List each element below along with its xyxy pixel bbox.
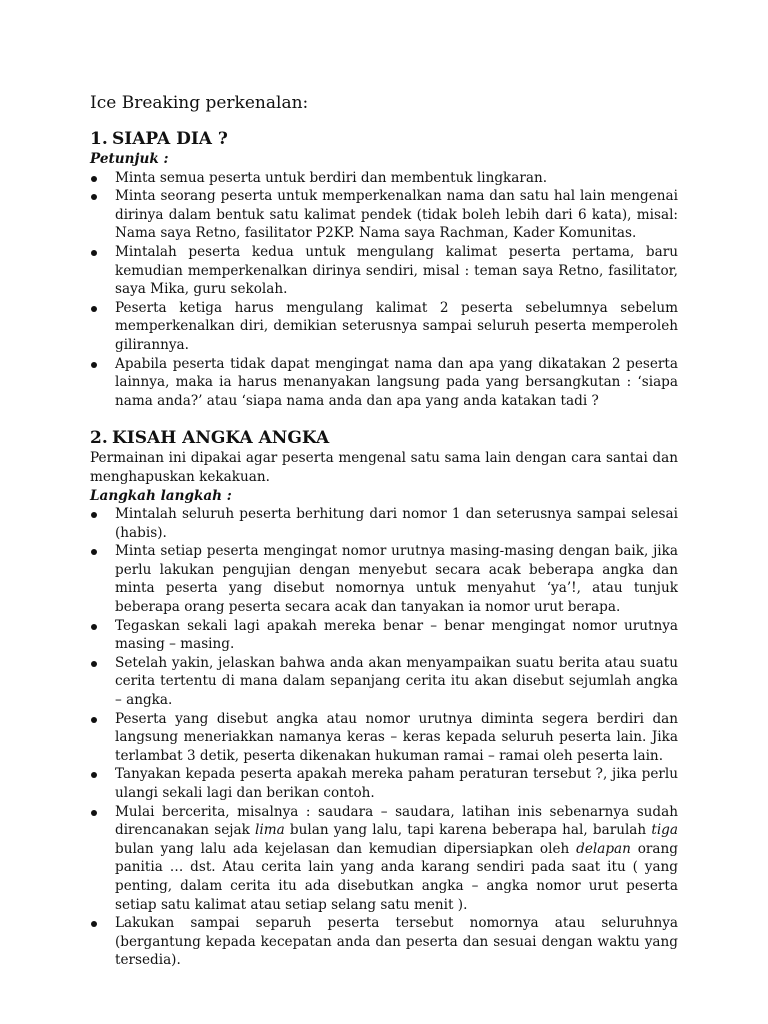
bullet-icon — [91, 772, 97, 778]
bullet-icon — [91, 512, 97, 518]
list-item-text: Minta seorang peserta untuk memperkenalkan nama dan satu hal lain mengenai dirinya dalam bentuk satu kalimat pendek (tidak boleh lebih dari 6 kata), misal: Nama saya Retno, fasilitator P2KP. Nama saya Rachman, Kader Komunitas. — [115, 188, 678, 242]
document-title: Ice Breaking perkenalan: — [90, 93, 309, 113]
list-item — [90, 765, 678, 802]
subheading-petunjuk: Petunjuk : — [90, 151, 169, 167]
list-item-story — [90, 803, 678, 915]
list-item-text: Peserta yang disebut angka atau nomor urutnya diminta segera berdiri dan langsung meneriakkan namanya keras – keras kepada seluruh peserta lain. Jika terlambat 3 detik, peserta dikenakan hukuman ramai – ramai oleh peserta lain. — [115, 710, 678, 764]
instruction-list — [90, 169, 678, 411]
bullet-icon — [91, 810, 97, 816]
subheading-langkah: Langkah langkah : — [90, 487, 232, 504]
section-title: KISAH ANGKA ANGKA — [112, 428, 330, 449]
section-heading — [90, 128, 678, 150]
list-item-text: Minta semua peserta untuk berdiri dan membentuk lingkaran. — [115, 169, 548, 186]
story-word-tiga: tiga — [651, 822, 678, 839]
list-item — [90, 914, 678, 970]
document-body — [90, 92, 678, 970]
story-word-delapan: delapan — [576, 840, 631, 857]
story-text-2: bulan yang lalu, tapi karena beberapa hal, barulah — [284, 822, 652, 839]
list-item — [90, 542, 678, 616]
list-item — [90, 505, 678, 542]
story-word-lima: lima — [255, 822, 285, 839]
bullet-icon — [91, 250, 97, 256]
list-item-text: Peserta ketiga harus mengulang kalimat 2 peserta sebelumnya sebelum memperkenalkan diri, demikian seterusnya sampai seluruh peserta memperoleh gilirannya. — [115, 299, 678, 353]
list-item — [90, 187, 678, 243]
bullet-icon — [91, 549, 97, 555]
list-item — [90, 617, 678, 654]
list-item — [90, 710, 678, 766]
list-item-text: Tanyakan kepada peserta apakah mereka paham peraturan tersebut ?, jika perlu ulangi sekali lagi dan berikan contoh. — [115, 766, 678, 801]
list-item-text: Apabila peserta tidak dapat mengingat nama dan apa yang dikatakan 2 peserta lainnya, maka ia harus menanyakan langsung pada yang bersangkutan : ‘siapa nama anda?’ atau ‘siapa nama anda dan apa yang anda katakan tadi ? — [115, 355, 678, 409]
section-intro: Permainan ini dipakai agar peserta mengenal satu sama lain dengan cara santai dan menghapuskan kekakuan. — [90, 450, 678, 485]
list-item — [90, 654, 678, 710]
bullet-icon — [91, 624, 97, 630]
list-item-text: Lakukan sampai separuh peserta tersebut nomornya atau seluruhnya (bergantung kepada kecepatan anda dan peserta dan sesuai dengan waktu yang tersedia). — [115, 915, 678, 969]
section-siapa-dia — [90, 128, 678, 410]
bullet-icon — [91, 717, 97, 723]
story-text-3: bulan yang lalu ada kejelasan dan kemudian dipersiapkan oleh — [115, 840, 577, 857]
story-text-4: orang panitia … dst. Atau cerita lain yang anda karang sendiri pada saat itu ( yang penting, dalam cerita itu ada disebutkan angka – angka nomor urut peserta setiap satu kalimat atau setiap selang satu menit ). — [115, 840, 678, 913]
list-item — [90, 355, 678, 411]
list-item-text: Minta setiap peserta mengingat nomor urutnya masing-masing dengan baik, jika perlu lakukan pengujian dengan menyebut secara acak beberapa angka dan minta peserta yang disebut nomornya untuk menyahut ‘ya’!, atau tunjuk beberapa orang peserta secara acak dan tanyakan ia nomor urut berapa. — [115, 543, 678, 616]
list-item — [90, 169, 678, 188]
bullet-icon — [91, 194, 97, 200]
list-item — [90, 299, 678, 355]
section-title: SIAPA DIA ? — [112, 129, 228, 149]
story-text-1: Mulai bercerita, misalnya : saudara – saudara, latihan inis sebenarnya sudah direncanakan sejak — [115, 803, 678, 839]
bullet-icon — [91, 661, 97, 667]
steps-list — [90, 505, 678, 970]
bullet-icon — [91, 921, 97, 927]
bullet-icon — [91, 362, 97, 368]
list-item-text: Tegaskan sekali lagi apakah mereka benar – benar mengingat nomor urutnya masing – masing. — [115, 617, 678, 653]
bullet-icon — [91, 176, 97, 182]
section-number: 2. — [90, 428, 108, 449]
list-item-text: Mintalah peserta kedua untuk mengulang kalimat peserta pertama, baru kemudian memperkenalkan dirinya sendiri, misal : teman saya Retno, fasilitator, saya Mika, guru sekolah. — [115, 243, 678, 298]
list-item-text: Setelah yakin, jelaskan bahwa anda akan menyampaikan suatu berita atau suatu cerita tertentu di mana dalam sepanjang cerita itu akan disebut sejumlah angka – angka. — [115, 654, 678, 709]
list-item-text: Mintalah seluruh peserta berhitung dari nomor 1 dan seterusnya sampai selesai (habis). — [115, 506, 678, 541]
list-item — [90, 243, 678, 299]
section-heading — [90, 427, 678, 449]
section-number: 1. — [90, 129, 108, 149]
section-kisah-angka — [90, 427, 678, 970]
bullet-icon — [91, 306, 97, 312]
